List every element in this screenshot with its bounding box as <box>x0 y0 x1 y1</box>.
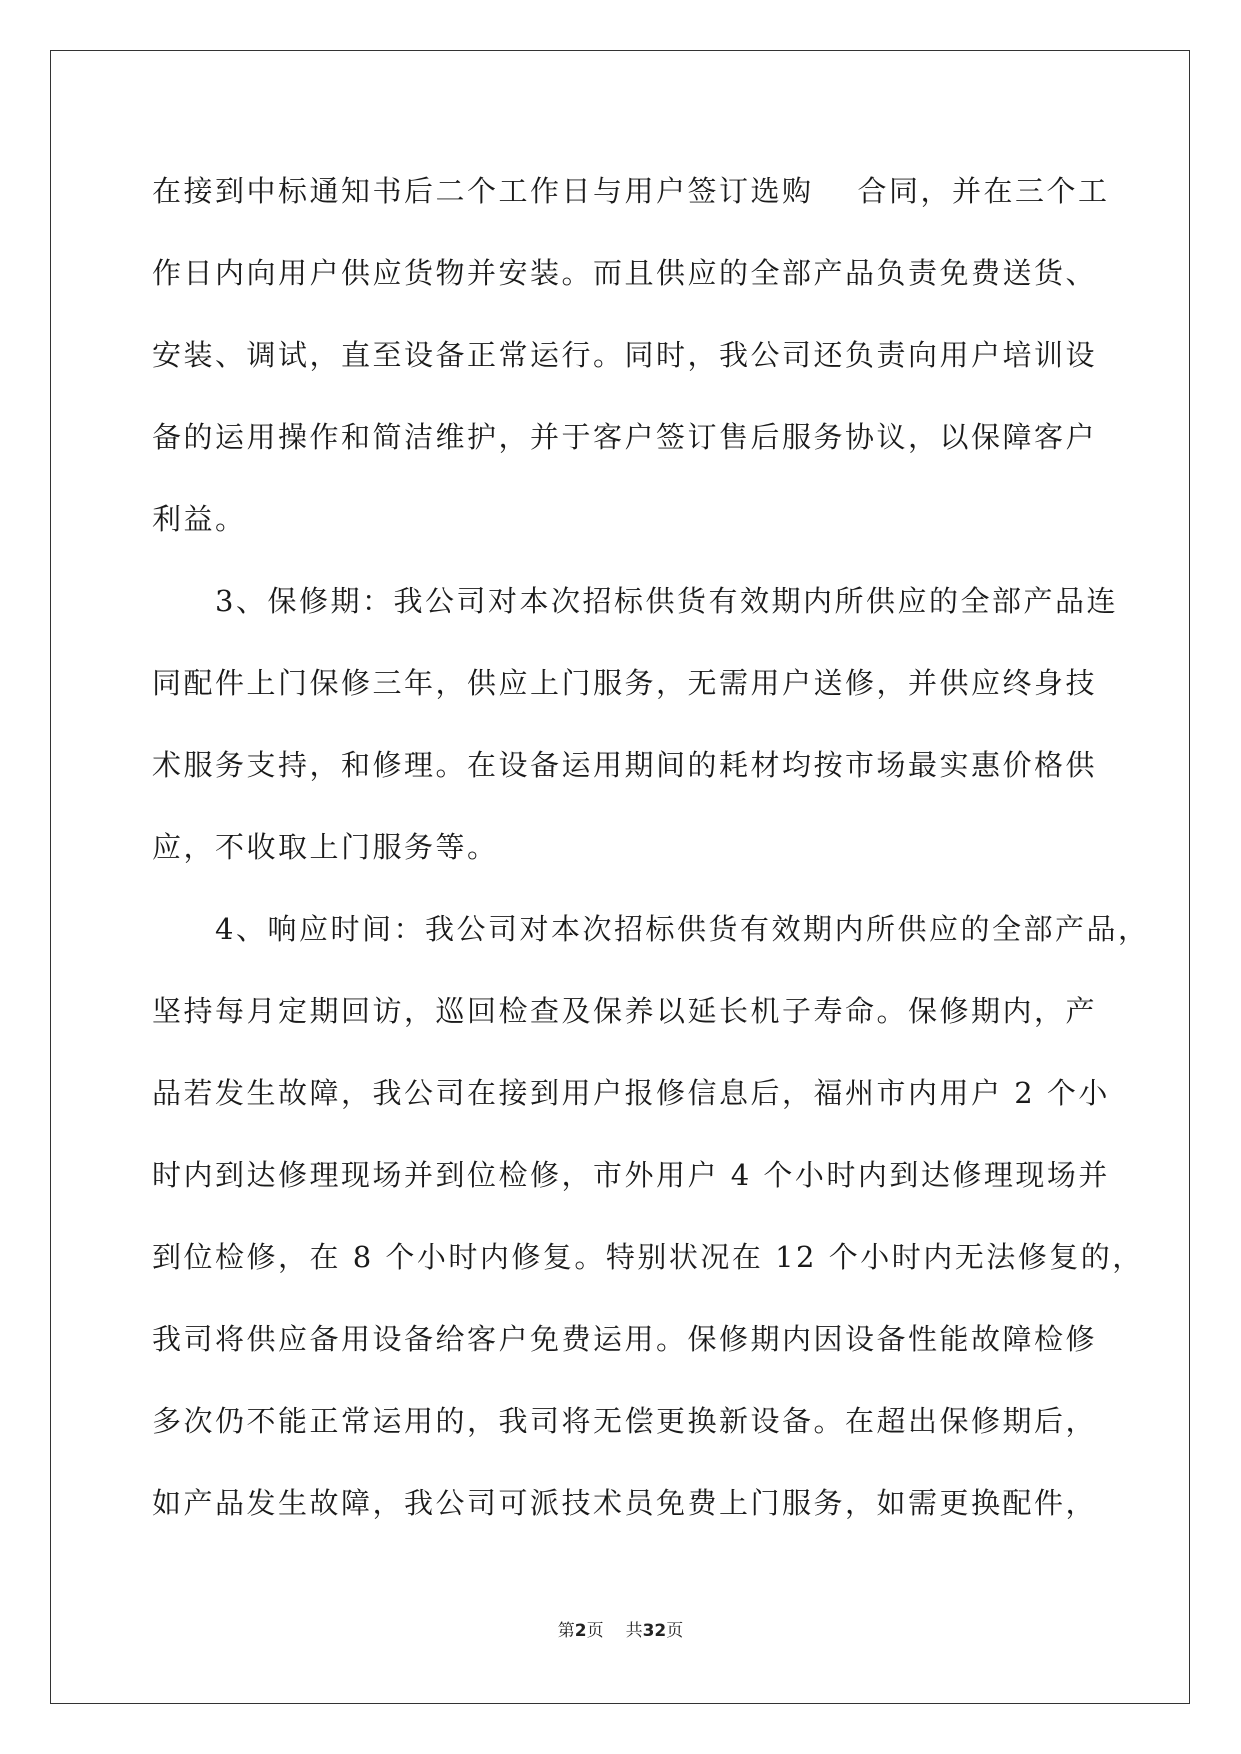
document-body <box>152 166 1150 1560</box>
text-line: 备的运用操作和简洁维护，并于客户签订售后服务协议，以保障客户 <box>152 420 1098 454</box>
footer-page-suffix: 页 <box>586 1621 604 1641</box>
text-segment: 在接到中标通知书后二个工作日与用户签订选购 <box>152 174 814 208</box>
text-line: 利益。 <box>152 502 247 536</box>
text-line: 时内到达修理现场并到位检修，市外用户 4 个小时内到达修理现场并 <box>152 1158 1110 1192</box>
text-line: 我司将供应备用设备给客户免费运用。保修期内因设备性能故障检修 <box>152 1322 1098 1356</box>
text-line: 4、响应时间：我公司对本次招标供货有效期内所供应的全部产品， <box>152 912 1150 946</box>
text-line: 3、保修期：我公司对本次招标供货有效期内所供应的全部产品连 <box>152 584 1118 618</box>
page-number: 2 <box>574 1621 587 1641</box>
text-line: 品若发生故障，我公司在接到用户报修信息后，福州市内用户 2 个小 <box>152 1076 1110 1110</box>
text-line: 坚持每月定期回访，巡回检查及保养以延长机子寿命。保修期内，产 <box>152 994 1098 1028</box>
page-footer <box>0 1616 1241 1641</box>
total-pages: 32 <box>642 1621 667 1641</box>
text-line: 安装、调试，直至设备正常运行。同时，我公司还负责向用户培训设 <box>152 338 1098 372</box>
text-line: 多次仍不能正常运用的，我司将无偿更换新设备。在超出保修期后， <box>152 1404 1098 1438</box>
text-line: 到位检修，在 8 个小时内修复。特别状况在 12 个小时内无法修复的， <box>152 1240 1144 1274</box>
text-line: 如产品发生故障，我公司可派技术员免费上门服务，如需更换配件， <box>152 1486 1098 1520</box>
text-segment: 合同，并在三个工 <box>857 174 1110 208</box>
footer-total-suffix: 页 <box>666 1621 684 1641</box>
text-line <box>152 166 1110 248</box>
text-line: 同配件上门保修三年，供应上门服务，无需用户送修，并供应终身技 <box>152 666 1098 700</box>
text-line: 术服务支持，和修理。在设备运用期间的耗材均按市场最实惠价格供 <box>152 748 1098 782</box>
footer-total-prefix: 共 <box>625 1621 643 1641</box>
text-line: 作日内向用户供应货物并安装。而且供应的全部产品负责免费送货、 <box>152 256 1098 290</box>
text-line: 应，不收取上门服务等。 <box>152 830 499 864</box>
footer-prefix: 第 <box>557 1621 575 1641</box>
